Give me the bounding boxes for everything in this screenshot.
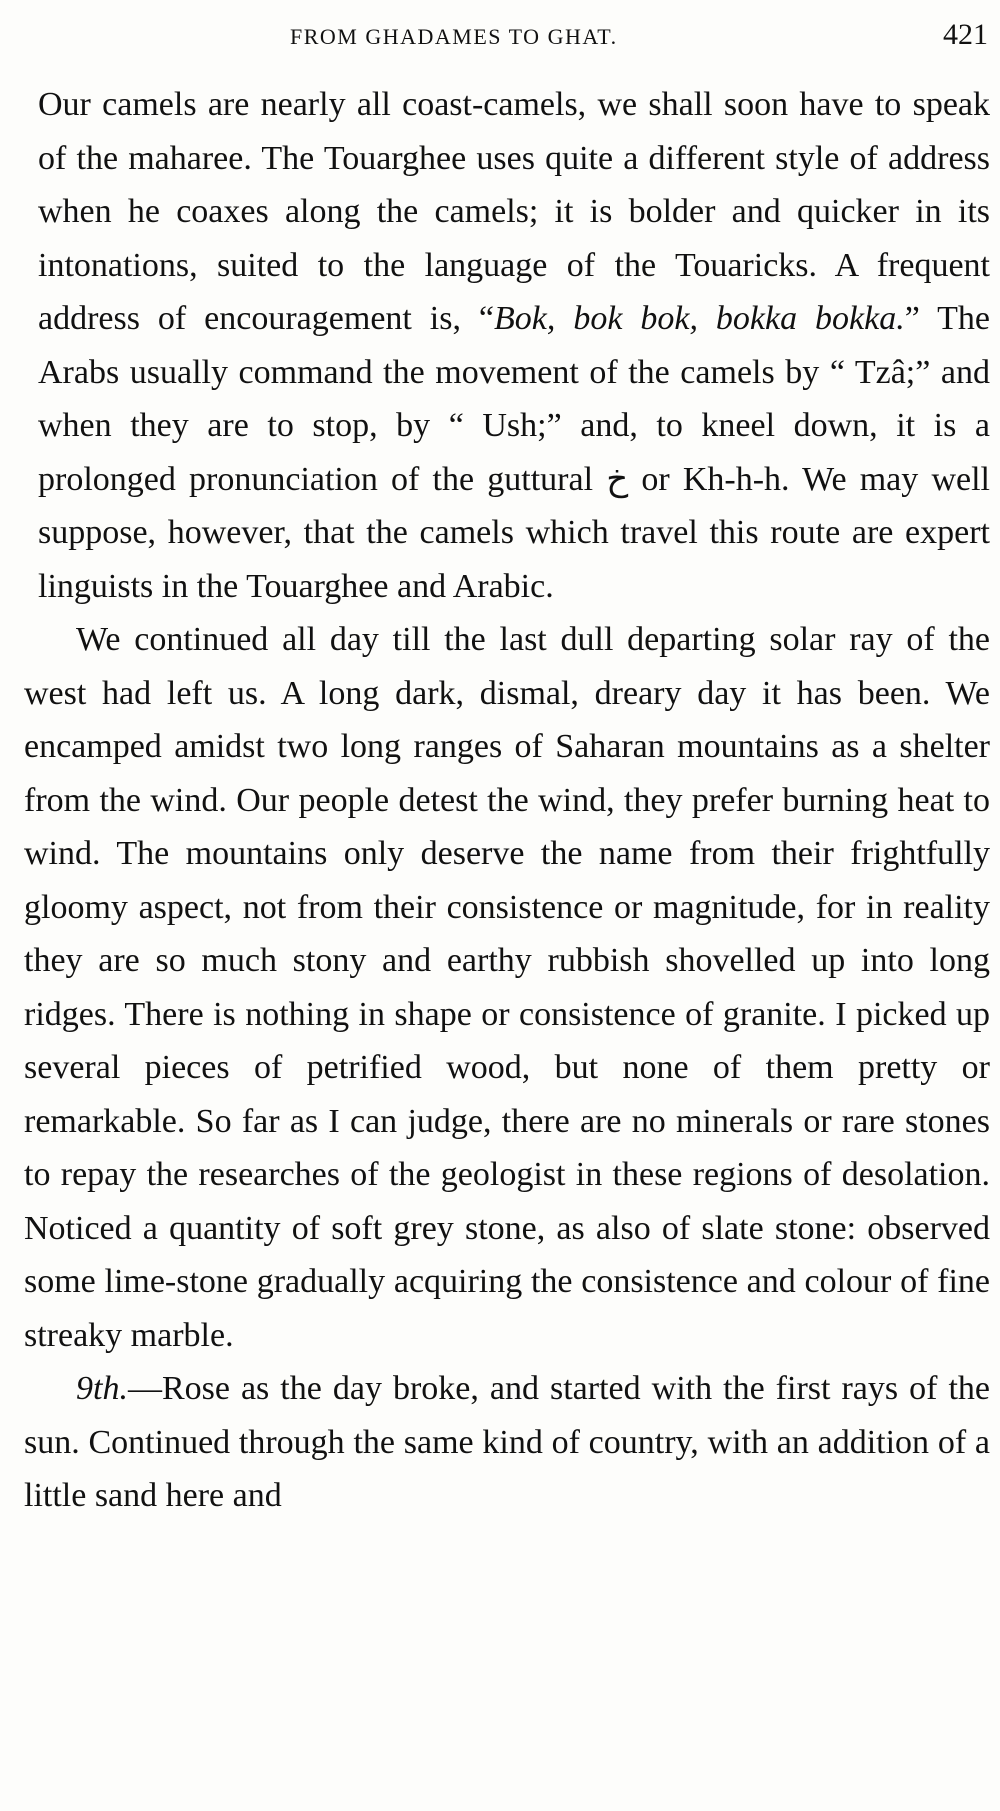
journal-date: 9th.: [76, 1370, 128, 1407]
paragraph-text: ” The Arabs usually command the movement of the camels by “ Tzâ;” and when they are to stop, by “ Ush;” and, to kneel down, it is a prolonged pronunciation of the guttural خ or Kh-h-h. We may well suppose, however, that the camels which travel this route are expert linguists in the Touarghee and Arabic.: [38, 300, 991, 605]
running-head: [0, 20, 1000, 60]
running-title: FROM GHADAMES TO GHAT.: [290, 24, 618, 49]
body-text: [24, 78, 990, 1523]
paragraph-text: Our camels are nearly all coast-camels, we shall soon have to speak of the maharee. The Touarghee uses quite a different style of address when he coaxes along the camels; it is bolder and quicker in its intonations, suited to the language of the Touaricks. A frequent address of encouragement is, “: [38, 86, 990, 337]
paragraph-text: We continued all day till the last dull departing solar ray of the west had left us. A long dark, dismal, dreary day it has been. We encamped amidst two long ranges of Saharan mountains as a shelter from the wind. Our people detest the wind, they prefer burning heat to wind. The mountains only deserve the name from their frightfully gloomy aspect, not from their consistence or magnitude, for in reality they are so much stony and earthy rubbish shovelled up into long ridges. There is nothing in shape or consistence of granite. I picked up several pieces of petrified wood, but none of them pretty or remarkable. So far as I can judge, there are no minerals or rare stones to repay the researches of the geologist in these regions of desolation. Noticed a quantity of soft grey stone, as also of slate stone: observed some lime-stone gradually acquiring the consistence and colour of fine streaky marble.: [24, 621, 990, 1354]
paragraph-encampment: [24, 613, 990, 1362]
italic-quote: Bok, bok bok, bokka bokka.: [494, 300, 905, 337]
paragraph-text: —Rose as the day broke, and started with the first rays of the sun. Continued through the same kind of country, with an addition of a little sand here and: [24, 1370, 990, 1514]
paragraph-ninth: [24, 1362, 990, 1523]
page-number: 421: [943, 18, 988, 51]
paragraph-camel-calls: [24, 78, 990, 613]
